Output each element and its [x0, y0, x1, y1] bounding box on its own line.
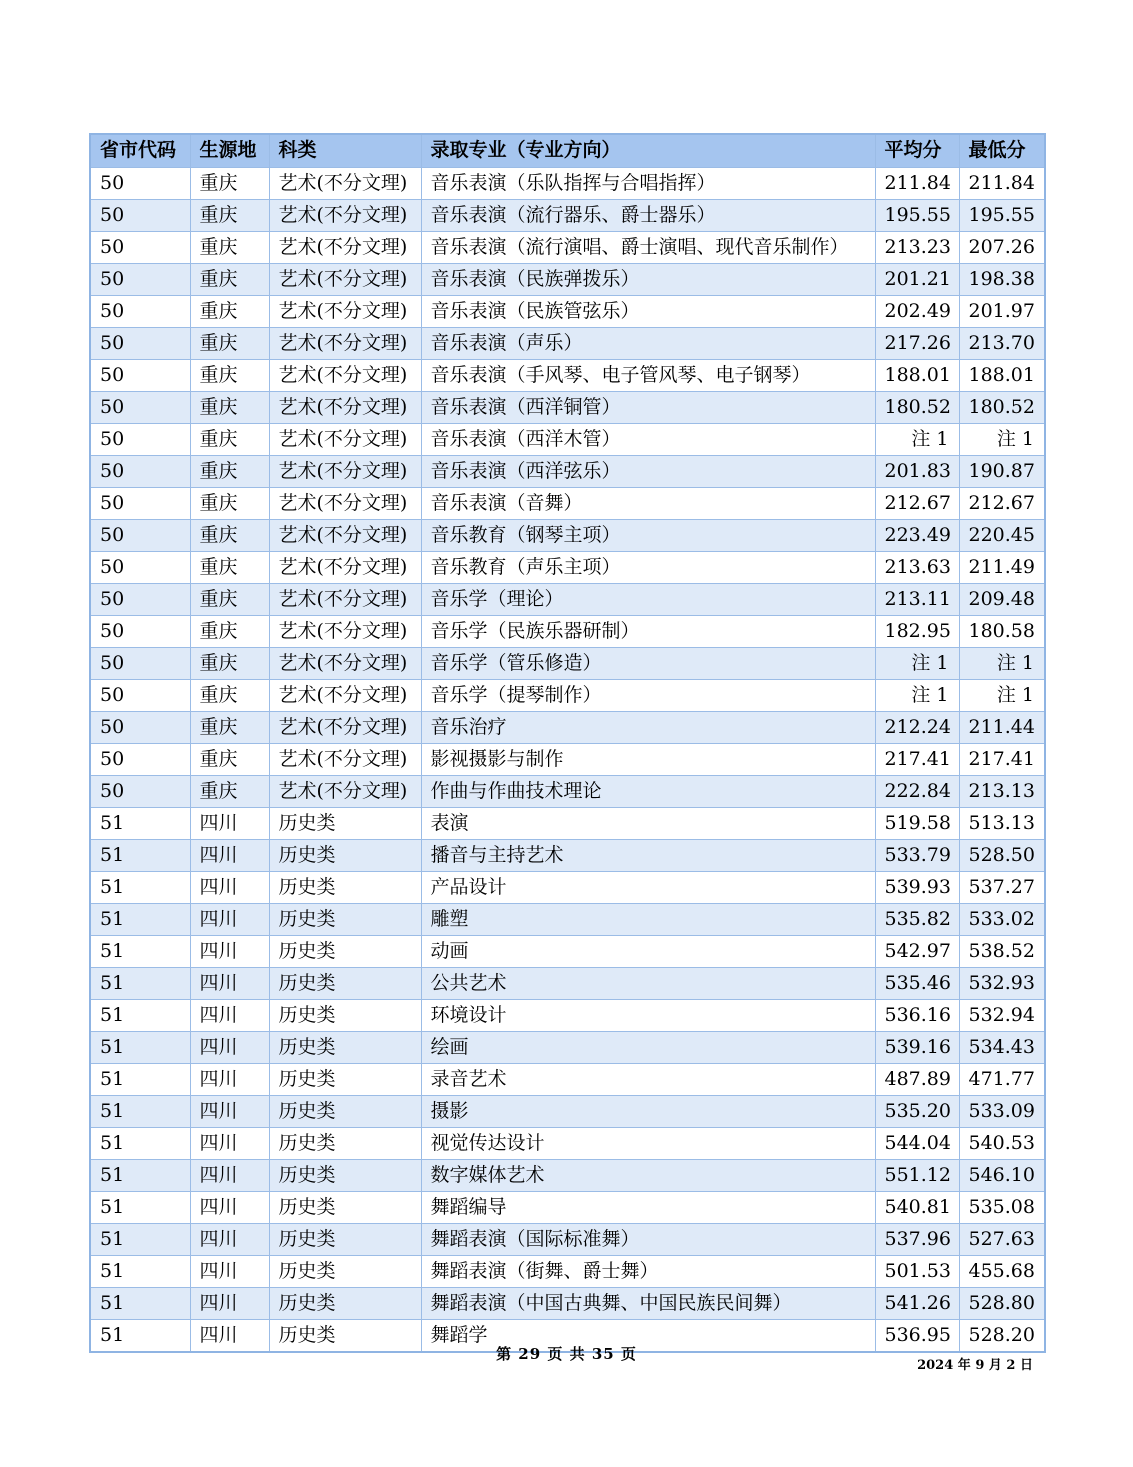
cell-min-score: 211.84: [959, 167, 1045, 199]
cell-average-score: 487.89: [875, 1063, 959, 1095]
table-row: [90, 199, 1045, 231]
cell-major: 舞蹈表演（中国古典舞、中国民族民间舞）: [421, 1287, 875, 1319]
cell-min-score: 217.41: [959, 743, 1045, 775]
cell-origin: 四川: [190, 1159, 269, 1191]
cell-min-score: 209.48: [959, 583, 1045, 615]
cell-category: 艺术(不分文理): [269, 231, 421, 263]
cell-category: 历史类: [269, 839, 421, 871]
cell-province-code: 51: [90, 967, 190, 999]
cell-min-score: 538.52: [959, 935, 1045, 967]
cell-province-code: 50: [90, 647, 190, 679]
cell-major: 音乐表演（乐队指挥与合唱指挥）: [421, 167, 875, 199]
cell-province-code: 50: [90, 679, 190, 711]
cell-category: 艺术(不分文理): [269, 551, 421, 583]
cell-average-score: 217.26: [875, 327, 959, 359]
cell-average-score: 541.26: [875, 1287, 959, 1319]
cell-category: 历史类: [269, 935, 421, 967]
cell-average-score: 注 1: [875, 647, 959, 679]
cell-origin: 重庆: [190, 231, 269, 263]
cell-province-code: 50: [90, 551, 190, 583]
cell-category: 历史类: [269, 871, 421, 903]
cell-province-code: 50: [90, 263, 190, 295]
cell-province-code: 51: [90, 1063, 190, 1095]
table-row: [90, 647, 1045, 679]
cell-min-score: 211.44: [959, 711, 1045, 743]
cell-min-score: 533.02: [959, 903, 1045, 935]
table-row: [90, 839, 1045, 871]
cell-major: 音乐治疗: [421, 711, 875, 743]
table-row: [90, 551, 1045, 583]
cell-origin: 重庆: [190, 743, 269, 775]
cell-origin: 重庆: [190, 615, 269, 647]
cell-province-code: 50: [90, 487, 190, 519]
cell-min-score: 211.49: [959, 551, 1045, 583]
cell-origin: 四川: [190, 967, 269, 999]
cell-category: 艺术(不分文理): [269, 711, 421, 743]
header-origin: 生源地: [190, 134, 269, 167]
cell-min-score: 533.09: [959, 1095, 1045, 1127]
cell-province-code: 51: [90, 1127, 190, 1159]
cell-average-score: 217.41: [875, 743, 959, 775]
cell-origin: 重庆: [190, 551, 269, 583]
table-row: [90, 1095, 1045, 1127]
cell-origin: 四川: [190, 1127, 269, 1159]
header-province-code: 省市代码: [90, 134, 190, 167]
cell-major: 舞蹈表演（国际标准舞）: [421, 1223, 875, 1255]
cell-min-score: 532.94: [959, 999, 1045, 1031]
table-row: [90, 327, 1045, 359]
cell-category: 历史类: [269, 1255, 421, 1287]
table-row: [90, 1191, 1045, 1223]
table-header-row: [90, 134, 1045, 167]
cell-major: 音乐表演（西洋弦乐）: [421, 455, 875, 487]
cell-average-score: 535.20: [875, 1095, 959, 1127]
cell-origin: 重庆: [190, 295, 269, 327]
cell-province-code: 50: [90, 519, 190, 551]
cell-origin: 四川: [190, 1287, 269, 1319]
cell-major: 环境设计: [421, 999, 875, 1031]
cell-major: 音乐表演（西洋铜管）: [421, 391, 875, 423]
table-row: [90, 519, 1045, 551]
cell-min-score: 528.80: [959, 1287, 1045, 1319]
table-row: [90, 263, 1045, 295]
cell-origin: 四川: [190, 1255, 269, 1287]
cell-average-score: 539.16: [875, 1031, 959, 1063]
cell-average-score: 188.01: [875, 359, 959, 391]
table-row: [90, 231, 1045, 263]
cell-average-score: 注 1: [875, 679, 959, 711]
table-row: [90, 1255, 1045, 1287]
cell-category: 历史类: [269, 1127, 421, 1159]
table-row: [90, 583, 1045, 615]
cell-major: 音乐表演（音舞）: [421, 487, 875, 519]
cell-origin: 四川: [190, 1223, 269, 1255]
cell-average-score: 213.63: [875, 551, 959, 583]
cell-category: 历史类: [269, 1159, 421, 1191]
cell-min-score: 534.43: [959, 1031, 1045, 1063]
cell-origin: 重庆: [190, 583, 269, 615]
cell-province-code: 50: [90, 743, 190, 775]
cell-major: 舞蹈编导: [421, 1191, 875, 1223]
cell-min-score: 198.38: [959, 263, 1045, 295]
table-body: [90, 167, 1045, 1352]
cell-origin: 重庆: [190, 775, 269, 807]
table-row: [90, 1063, 1045, 1095]
table-row: [90, 903, 1045, 935]
table-row: [90, 679, 1045, 711]
cell-province-code: 50: [90, 455, 190, 487]
cell-category: 艺术(不分文理): [269, 423, 421, 455]
cell-min-score: 207.26: [959, 231, 1045, 263]
cell-major: 影视摄影与制作: [421, 743, 875, 775]
cell-min-score: 212.67: [959, 487, 1045, 519]
cell-province-code: 50: [90, 775, 190, 807]
header-average-score: 平均分: [875, 134, 959, 167]
cell-category: 历史类: [269, 1063, 421, 1095]
table-row: [90, 295, 1045, 327]
header-min-score: 最低分: [959, 134, 1045, 167]
cell-average-score: 540.81: [875, 1191, 959, 1223]
cell-province-code: 50: [90, 231, 190, 263]
cell-category: 艺术(不分文理): [269, 775, 421, 807]
cell-major: 音乐学（提琴制作）: [421, 679, 875, 711]
cell-category: 历史类: [269, 999, 421, 1031]
cell-province-code: 51: [90, 935, 190, 967]
cell-province-code: 51: [90, 1031, 190, 1063]
cell-major: 绘画: [421, 1031, 875, 1063]
cell-category: 艺术(不分文理): [269, 679, 421, 711]
cell-origin: 重庆: [190, 487, 269, 519]
cell-average-score: 519.58: [875, 807, 959, 839]
cell-average-score: 213.11: [875, 583, 959, 615]
table-row: [90, 455, 1045, 487]
cell-major: 舞蹈表演（街舞、爵士舞）: [421, 1255, 875, 1287]
cell-major: 录音艺术: [421, 1063, 875, 1095]
cell-province-code: 50: [90, 711, 190, 743]
header-category: 科类: [269, 134, 421, 167]
cell-major: 音乐表演（民族管弦乐）: [421, 295, 875, 327]
cell-category: 历史类: [269, 1319, 421, 1352]
page-number: 第 29 页 共 35 页: [496, 1345, 637, 1363]
cell-origin: 重庆: [190, 391, 269, 423]
cell-origin: 四川: [190, 1319, 269, 1352]
cell-origin: 重庆: [190, 199, 269, 231]
cell-origin: 四川: [190, 839, 269, 871]
cell-major: 公共艺术: [421, 967, 875, 999]
cell-category: 历史类: [269, 903, 421, 935]
cell-average-score: 536.16: [875, 999, 959, 1031]
table-row: [90, 391, 1045, 423]
cell-province-code: 50: [90, 359, 190, 391]
cell-average-score: 501.53: [875, 1255, 959, 1287]
table-row: [90, 743, 1045, 775]
cell-origin: 四川: [190, 807, 269, 839]
table-row: [90, 615, 1045, 647]
cell-major: 表演: [421, 807, 875, 839]
cell-province-code: 51: [90, 1191, 190, 1223]
cell-min-score: 528.50: [959, 839, 1045, 871]
cell-major: 摄影: [421, 1095, 875, 1127]
cell-min-score: 190.87: [959, 455, 1045, 487]
cell-min-score: 471.77: [959, 1063, 1045, 1095]
cell-average-score: 535.82: [875, 903, 959, 935]
cell-origin: 四川: [190, 1095, 269, 1127]
cell-average-score: 551.12: [875, 1159, 959, 1191]
table-row: [90, 1031, 1045, 1063]
cell-category: 历史类: [269, 1031, 421, 1063]
cell-average-score: 533.79: [875, 839, 959, 871]
cell-province-code: 51: [90, 1255, 190, 1287]
cell-min-score: 188.01: [959, 359, 1045, 391]
table-row: [90, 775, 1045, 807]
table-row: [90, 1159, 1045, 1191]
cell-min-score: 195.55: [959, 199, 1045, 231]
cell-min-score: 546.10: [959, 1159, 1045, 1191]
cell-province-code: 50: [90, 167, 190, 199]
cell-major: 音乐学（管乐修造）: [421, 647, 875, 679]
cell-category: 历史类: [269, 1287, 421, 1319]
cell-major: 作曲与作曲技术理论: [421, 775, 875, 807]
table-row: [90, 1127, 1045, 1159]
cell-min-score: 537.27: [959, 871, 1045, 903]
cell-average-score: 211.84: [875, 167, 959, 199]
cell-origin: 四川: [190, 1031, 269, 1063]
cell-province-code: 51: [90, 1095, 190, 1127]
cell-min-score: 注 1: [959, 647, 1045, 679]
table-row: [90, 1287, 1045, 1319]
cell-origin: 重庆: [190, 455, 269, 487]
cell-category: 历史类: [269, 967, 421, 999]
cell-min-score: 213.70: [959, 327, 1045, 359]
cell-average-score: 537.96: [875, 1223, 959, 1255]
cell-category: 艺术(不分文理): [269, 647, 421, 679]
cell-major: 音乐表演（流行器乐、爵士器乐）: [421, 199, 875, 231]
cell-category: 历史类: [269, 807, 421, 839]
cell-category: 艺术(不分文理): [269, 391, 421, 423]
cell-origin: 重庆: [190, 423, 269, 455]
cell-origin: 重庆: [190, 711, 269, 743]
table-row: [90, 807, 1045, 839]
cell-province-code: 50: [90, 615, 190, 647]
cell-province-code: 50: [90, 295, 190, 327]
cell-major: 舞蹈学: [421, 1319, 875, 1352]
cell-major: 音乐表演（民族弹拨乐）: [421, 263, 875, 295]
cell-category: 历史类: [269, 1223, 421, 1255]
table-row: [90, 487, 1045, 519]
cell-average-score: 182.95: [875, 615, 959, 647]
table-row: [90, 935, 1045, 967]
table-row: [90, 1223, 1045, 1255]
cell-average-score: 539.93: [875, 871, 959, 903]
cell-major: 音乐教育（声乐主项）: [421, 551, 875, 583]
cell-province-code: 51: [90, 871, 190, 903]
cell-major: 产品设计: [421, 871, 875, 903]
header-major: 录取专业（专业方向）: [421, 134, 875, 167]
cell-category: 艺术(不分文理): [269, 455, 421, 487]
cell-average-score: 180.52: [875, 391, 959, 423]
cell-province-code: 50: [90, 327, 190, 359]
cell-province-code: 50: [90, 199, 190, 231]
cell-major: 音乐表演（西洋木管）: [421, 423, 875, 455]
table-row: [90, 167, 1045, 199]
cell-category: 艺术(不分文理): [269, 199, 421, 231]
cell-province-code: 51: [90, 1319, 190, 1352]
cell-min-score: 535.08: [959, 1191, 1045, 1223]
cell-average-score: 201.83: [875, 455, 959, 487]
cell-major: 音乐学（理论）: [421, 583, 875, 615]
cell-province-code: 51: [90, 903, 190, 935]
cell-major: 视觉传达设计: [421, 1127, 875, 1159]
cell-min-score: 注 1: [959, 679, 1045, 711]
cell-average-score: 544.04: [875, 1127, 959, 1159]
cell-min-score: 注 1: [959, 423, 1045, 455]
cell-min-score: 201.97: [959, 295, 1045, 327]
cell-province-code: 50: [90, 423, 190, 455]
cell-major: 播音与主持艺术: [421, 839, 875, 871]
table-row: [90, 999, 1045, 1031]
cell-province-code: 51: [90, 1287, 190, 1319]
admission-score-table: [89, 133, 1046, 1353]
table-row: [90, 711, 1045, 743]
cell-province-code: 51: [90, 1159, 190, 1191]
cell-major: 数字媒体艺术: [421, 1159, 875, 1191]
cell-category: 艺术(不分文理): [269, 487, 421, 519]
cell-average-score: 注 1: [875, 423, 959, 455]
cell-average-score: 213.23: [875, 231, 959, 263]
cell-min-score: 213.13: [959, 775, 1045, 807]
cell-origin: 四川: [190, 999, 269, 1031]
cell-min-score: 180.58: [959, 615, 1045, 647]
cell-average-score: 536.95: [875, 1319, 959, 1352]
cell-min-score: 180.52: [959, 391, 1045, 423]
cell-average-score: 201.21: [875, 263, 959, 295]
cell-category: 艺术(不分文理): [269, 359, 421, 391]
cell-province-code: 51: [90, 839, 190, 871]
cell-category: 艺术(不分文理): [269, 615, 421, 647]
cell-min-score: 513.13: [959, 807, 1045, 839]
cell-min-score: 540.53: [959, 1127, 1045, 1159]
cell-min-score: 528.20: [959, 1319, 1045, 1352]
cell-average-score: 542.97: [875, 935, 959, 967]
cell-province-code: 50: [90, 391, 190, 423]
cell-origin: 重庆: [190, 167, 269, 199]
cell-min-score: 527.63: [959, 1223, 1045, 1255]
cell-category: 艺术(不分文理): [269, 519, 421, 551]
table-row: [90, 967, 1045, 999]
cell-category: 艺术(不分文理): [269, 743, 421, 775]
cell-origin: 四川: [190, 903, 269, 935]
cell-category: 艺术(不分文理): [269, 583, 421, 615]
cell-origin: 重庆: [190, 263, 269, 295]
document-date: 2024 年 9 月 2 日: [917, 1358, 1033, 1373]
cell-min-score: 455.68: [959, 1255, 1045, 1287]
cell-major: 音乐表演（声乐）: [421, 327, 875, 359]
cell-average-score: 195.55: [875, 199, 959, 231]
cell-province-code: 51: [90, 999, 190, 1031]
cell-average-score: 202.49: [875, 295, 959, 327]
cell-category: 艺术(不分文理): [269, 263, 421, 295]
cell-province-code: 50: [90, 583, 190, 615]
cell-major: 雕塑: [421, 903, 875, 935]
cell-average-score: 212.67: [875, 487, 959, 519]
cell-category: 艺术(不分文理): [269, 295, 421, 327]
cell-average-score: 223.49: [875, 519, 959, 551]
cell-origin: 重庆: [190, 679, 269, 711]
cell-origin: 重庆: [190, 647, 269, 679]
cell-average-score: 212.24: [875, 711, 959, 743]
cell-origin: 重庆: [190, 327, 269, 359]
cell-origin: 重庆: [190, 359, 269, 391]
cell-category: 历史类: [269, 1095, 421, 1127]
cell-average-score: 535.46: [875, 967, 959, 999]
table-row: [90, 359, 1045, 391]
cell-major: 音乐表演（流行演唱、爵士演唱、现代音乐制作）: [421, 231, 875, 263]
cell-category: 艺术(不分文理): [269, 327, 421, 359]
cell-min-score: 532.93: [959, 967, 1045, 999]
cell-major: 音乐表演（手风琴、电子管风琴、电子钢琴）: [421, 359, 875, 391]
cell-province-code: 51: [90, 807, 190, 839]
cell-min-score: 220.45: [959, 519, 1045, 551]
cell-origin: 四川: [190, 935, 269, 967]
table-row: [90, 871, 1045, 903]
cell-major: 音乐教育（钢琴主项）: [421, 519, 875, 551]
cell-province-code: 51: [90, 1223, 190, 1255]
cell-origin: 四川: [190, 871, 269, 903]
cell-origin: 重庆: [190, 519, 269, 551]
cell-category: 艺术(不分文理): [269, 167, 421, 199]
cell-category: 历史类: [269, 1191, 421, 1223]
cell-major: 动画: [421, 935, 875, 967]
cell-average-score: 222.84: [875, 775, 959, 807]
cell-major: 音乐学（民族乐器研制）: [421, 615, 875, 647]
table-row: [90, 423, 1045, 455]
cell-origin: 四川: [190, 1063, 269, 1095]
cell-origin: 四川: [190, 1191, 269, 1223]
